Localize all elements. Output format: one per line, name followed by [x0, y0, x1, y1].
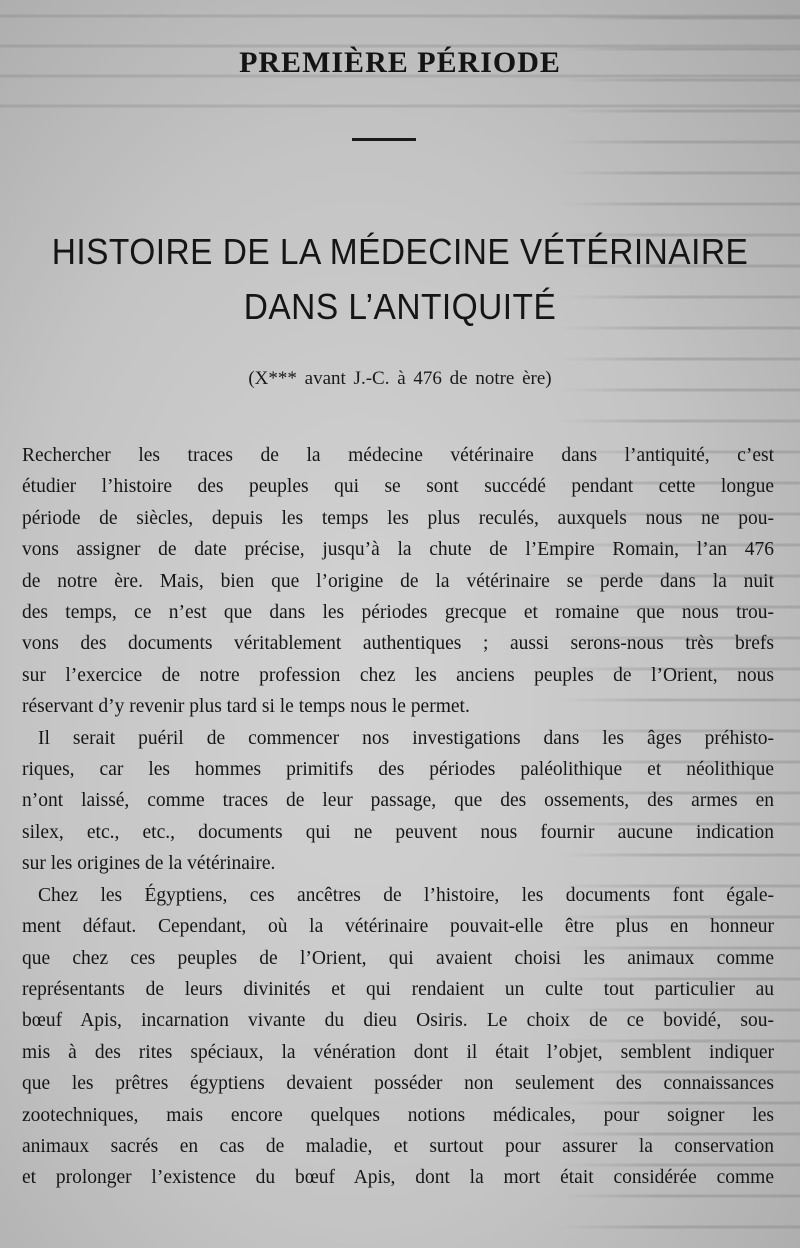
text-line: bœuf Apis, incarnation vivante du dieu Osiris. Le choix de ce bovidé, sou- — [22, 1010, 774, 1032]
text-line: n’ont laissé, comme traces de leur passage, que des ossements, des armes en — [22, 790, 774, 812]
text-line: animaux sacrés en cas de maladie, et surtout pour assurer la conservation — [22, 1135, 774, 1157]
text-line: sur les origines de la vétérinaire. — [22, 853, 276, 875]
text-line: que chez ces peuples de l’Orient, qui avaient choisi les animaux comme — [22, 947, 774, 969]
text-line: vons assigner de date précise, jusqu’à la chute de l’Empire Romain, l’an 476 — [22, 539, 774, 561]
text-line: étudier l’histoire des peuples qui se sont succédé pendant cette longue — [22, 476, 774, 498]
text-line: de notre ère. Mais, bien que l’origine de la vétérinaire se perde dans la nuit — [22, 570, 774, 592]
paragraph-3 — [22, 880, 774, 1194]
text-line: vons des documents véritablement authentiques ; aussi serons-nous très brefs — [22, 633, 774, 655]
body-text — [22, 440, 774, 1194]
text-line: mis à des rites spéciaux, la vénération dont il était l’objet, semblent indiquer — [22, 1041, 774, 1063]
text-line: des temps, ce n’est que dans les périodes grecque et romaine que nous trou- — [22, 602, 774, 624]
paragraph-2 — [22, 723, 774, 880]
chapter-title-line-2: DANS L’ANTIQUITÉ — [243, 286, 557, 327]
text-line: ment défaut. Cependant, où la vétérinaire pouvait-elle être plus en honneur — [22, 916, 774, 938]
text-line: représentants de leurs divinités et qui rendaient un culte tout particulier au — [22, 978, 774, 1000]
text-line: riques, car les hommes primitifs des périodes paléolithique et néolithique — [22, 759, 774, 781]
text-line: Rechercher les traces de la médecine vétérinaire dans l’antiquité, c’est — [22, 445, 774, 466]
text-line: silex, etc., etc., documents qui ne peuvent nous fournir aucune indication — [22, 821, 774, 843]
section-heading: PREMIÈRE PÉRIODE — [239, 46, 561, 79]
paragraph-1 — [22, 440, 774, 723]
chapter-subtitle: (X*** avant J.-C. à 476 de notre ère) — [248, 368, 552, 389]
text-line: Il serait puéril de commencer nos investigations dans les âges préhisto- — [38, 727, 774, 749]
chapter-title-line-1: HISTOIRE DE LA MÉDECINE VÉTÉRINAIRE — [51, 231, 749, 272]
heading-divider — [352, 138, 416, 141]
text-line: Chez les Égyptiens, ces ancêtres de l’histoire, les documents font égale- — [38, 884, 774, 906]
text-line: réservant d’y revenir plus tard si le temps nous le permet. — [22, 696, 470, 718]
text-line: et prolonger l’existence du bœuf Apis, dont la mort était considérée comme — [22, 1167, 774, 1189]
text-line: que les prêtres égyptiens devaient posséder non seulement des connaissances — [22, 1073, 774, 1095]
chapter-title — [28, 224, 772, 334]
text-line: période de siècles, depuis les temps les plus reculés, auxquels nous ne pou- — [22, 507, 774, 529]
text-line: sur l’exercice de notre profession chez les anciens peuples de l’Orient, nous — [22, 664, 774, 686]
text-line: zootechniques, mais encore quelques notions médicales, pour soigner les — [22, 1104, 774, 1126]
